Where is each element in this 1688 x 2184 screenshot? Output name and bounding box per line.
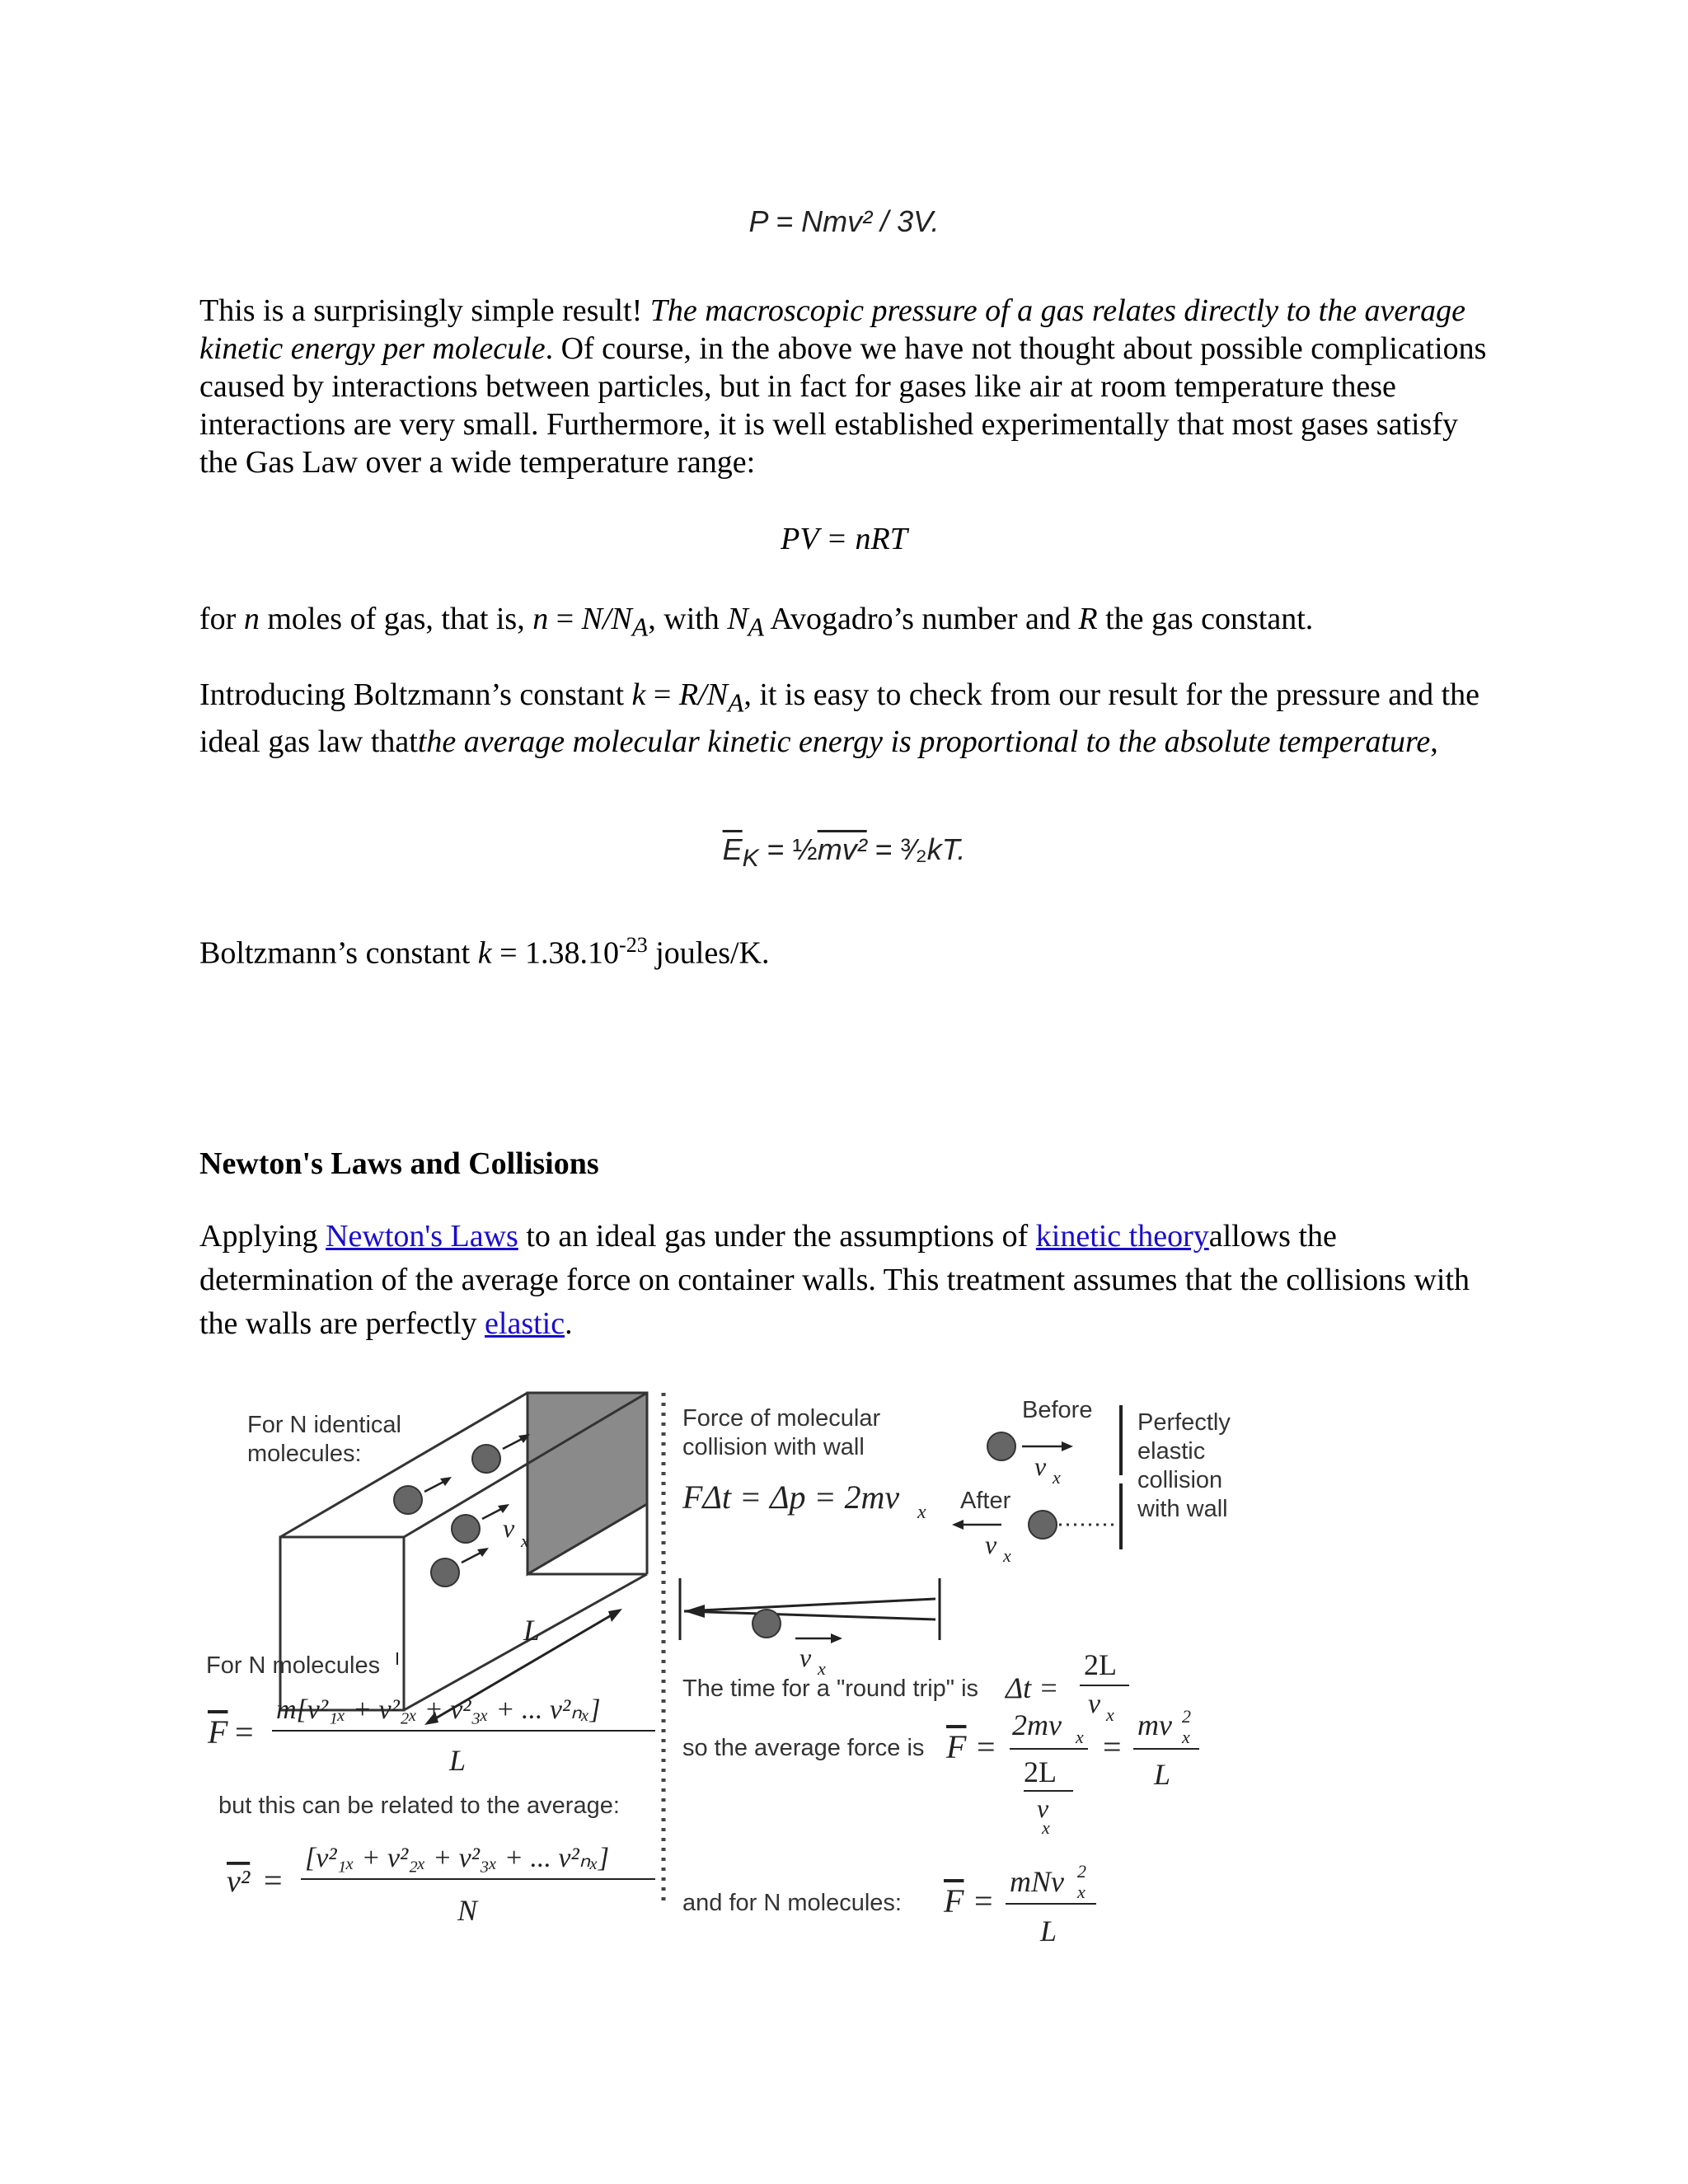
p4-t2: = 1.38.10 <box>491 935 620 971</box>
p3-t3: , it is easy to check from our result for the pressure and the ideal gas law that <box>199 677 1480 759</box>
round-trip-denom-vx-sub: x <box>1106 1704 1114 1725</box>
avg-force-2mvx-sub: x <box>1076 1727 1084 1747</box>
before-label: Before <box>1022 1397 1093 1423</box>
round-trip-molecule <box>753 1610 781 1638</box>
p2-r: R <box>1078 602 1098 636</box>
delta-t: Δt = <box>1006 1671 1059 1704</box>
after-vx-sub: x <box>1003 1545 1011 1566</box>
force-equals-left: = <box>235 1713 254 1750</box>
ek-mv2: mv² <box>817 832 867 866</box>
so-average-force-label: so the average force is <box>682 1735 925 1761</box>
round-trip-label: The time for a "round trip" is <box>682 1675 979 1702</box>
p5-t3: allows the determination of the average force on container walls. This treatment assumes that the collisions with the walls are perfectly <box>199 1219 1470 1341</box>
ek-eq1: = <box>758 832 793 866</box>
avg-force-L: L <box>1154 1758 1171 1791</box>
impulse-equation: FΔt = Δp = 2mv <box>682 1479 900 1516</box>
avg-force-2L: 2L <box>1024 1755 1057 1788</box>
for-n-identical-label: For N identical <box>247 1412 401 1438</box>
p3-t4: , <box>1430 724 1438 759</box>
round-trip-2L: 2L <box>1084 1648 1117 1681</box>
avg-force-2mvx: 2mv <box>1012 1708 1062 1741</box>
gas-law-equation <box>0 521 1688 557</box>
elastic-label-3: collision <box>1137 1467 1223 1493</box>
after-molecule <box>1029 1511 1057 1539</box>
after-vx: v <box>985 1530 997 1559</box>
sum-m-denominator-L: L <box>449 1744 467 1777</box>
kinetic-theory-diagram <box>190 1376 1261 1953</box>
box-L-label: L <box>523 1614 541 1647</box>
ek-threehalf: ³⁄₂ <box>900 832 927 866</box>
n-force-mNvx2: mNv <box>1010 1865 1064 1898</box>
sum-m-numerator: m[v²₁ₓ + v²₂ₓ + v²₃ₓ + ... v²ₙₓ] <box>276 1694 601 1725</box>
paragraph-boltzmann-intro <box>199 676 1502 761</box>
and-for-n-label: and for N molecules: <box>682 1890 902 1916</box>
round-trip-arrow-head <box>684 1605 705 1618</box>
p4-k: k <box>477 935 492 971</box>
p4-exp: -23 <box>619 933 648 957</box>
pressure-equation-text: P = Nmv² / 3V. <box>748 204 940 238</box>
p3-k: k <box>631 677 646 712</box>
para1-start: This is a surprisingly simple result! <box>199 293 650 328</box>
round-trip-denom-vx: v <box>1088 1689 1101 1719</box>
elastic-label-1: Perfectly <box>1137 1409 1231 1436</box>
before-arrow-head <box>1062 1441 1073 1451</box>
p4-t1: Boltzmann’s constant <box>199 935 478 971</box>
avg-vx2-lhs: v² <box>227 1864 251 1899</box>
paragraph-moles <box>199 600 1502 647</box>
p3-sub-a: A <box>727 688 744 718</box>
paragraph-pressure-result <box>199 292 1502 481</box>
box-vx-sub: x <box>521 1530 529 1551</box>
n-force-F: F <box>944 1882 964 1919</box>
p2-t5: Avogadro’s number and <box>764 602 1079 636</box>
n-force-mNvx2-sub: x <box>1077 1882 1085 1902</box>
ek-lhs: $\overline{E}$ <box>722 832 743 866</box>
round-trip-vx-arrow-head <box>831 1633 842 1643</box>
kinetic-theory-link[interactable]: kinetic theory <box>1035 1219 1209 1254</box>
but-related-label: but this can be related to the average: <box>218 1793 620 1819</box>
p5-t1: Applying <box>199 1219 326 1254</box>
p3-t2: = <box>645 677 679 712</box>
avg-force-mvx2: mv <box>1137 1708 1172 1741</box>
p5-t2: to an ideal gas under the assumptions of <box>518 1219 1036 1254</box>
elastic-label-2: elastic <box>1137 1438 1206 1465</box>
gas-law-text: PV = nRT <box>781 522 907 556</box>
ek-kt: kT. <box>926 832 966 866</box>
before-vx-sub: x <box>1053 1467 1061 1488</box>
molecules-in-box <box>394 1434 530 1586</box>
round-trip-vx-sub: x <box>818 1658 826 1679</box>
before-molecule <box>987 1432 1015 1460</box>
paragraph-boltzmann-value <box>199 926 1502 972</box>
avg-force-inner-vx: v <box>1037 1793 1049 1823</box>
force-label-1: Force of molecular <box>682 1405 881 1432</box>
p2-na: N <box>727 602 748 636</box>
for-n-molecules-label: For N molecules <box>206 1652 381 1679</box>
avg-force-F: F <box>946 1728 967 1765</box>
para1-rest: . Of course, in the above we have not thought about possible complications caused by interactions between particles, but in fact for gases like air at room temperature these interactions are very small. Furthermore, it is well established experimentally that most gases satisfy the Gas Law over a wide temperature range: <box>199 331 1487 480</box>
p2-sub-a2: A <box>748 612 765 642</box>
avg-equals: = <box>264 1862 283 1899</box>
section-heading: Newton's Laws and Collisions <box>199 1146 599 1181</box>
kinetic-energy-equation <box>0 832 1688 873</box>
pressure-equation <box>0 204 1688 239</box>
ek-half: ½ <box>792 832 818 866</box>
p2-n2: n <box>532 602 549 636</box>
p2-t3: = <box>548 602 582 636</box>
ek-eq2: = <box>866 832 901 866</box>
n-force-equals: = <box>974 1882 993 1919</box>
avg-force-equals: = <box>977 1728 996 1765</box>
after-label: After <box>960 1488 1011 1514</box>
p2-t2: moles of gas, that is, <box>259 602 533 636</box>
box-vx-label: v <box>503 1513 515 1543</box>
elastic-label-4: with wall <box>1137 1496 1228 1522</box>
elastic-link[interactable]: elastic <box>485 1306 565 1341</box>
round-trip-vx: v <box>799 1643 812 1672</box>
p2-sub-a: A <box>631 612 649 642</box>
round-trip-diagram <box>680 1578 940 1640</box>
after-arrow-head <box>952 1520 964 1530</box>
avg-force-inner-vx-sub: x <box>1042 1817 1050 1838</box>
n-force-mNvx2-sup: 2 <box>1077 1861 1086 1882</box>
p4-t3: joules/K. <box>647 935 770 971</box>
length-arrow-head-b <box>608 1609 622 1622</box>
p3-t1: Introducing Boltzmann’s constant <box>199 677 632 712</box>
p5-t4: . <box>565 1306 573 1341</box>
avg-force-mvx2-sub: x <box>1182 1727 1190 1747</box>
sum-v-numerator: [v²₁ₓ + v²₂ₓ + v²₃ₓ + ... v²ₙₓ] <box>305 1843 610 1873</box>
newtons-laws-link[interactable]: Newton's Laws <box>326 1219 518 1254</box>
molecules-label: molecules: <box>247 1441 362 1467</box>
ek-sub: K <box>742 845 759 873</box>
p2-t1: for <box>199 602 244 636</box>
p2-t6: the gas constant. <box>1097 602 1314 636</box>
p2-n: n <box>243 602 260 636</box>
force-F-left: F <box>208 1713 228 1750</box>
force-label-2: collision with wall <box>682 1434 865 1460</box>
p2-nna: N/N <box>581 602 632 636</box>
p3-rna: R/N <box>678 677 728 712</box>
avg-force-equals-2: = <box>1103 1728 1122 1765</box>
para1-italic: The macroscopic pressure of a gas relates directly to the average kinetic energy per molecule <box>199 293 1465 366</box>
impulse-sub-x: x <box>917 1502 926 1523</box>
avg-force-mvx2-sup: 2 <box>1182 1706 1191 1727</box>
before-vx: v <box>1034 1451 1047 1481</box>
p2-t4: , with <box>648 602 728 636</box>
paragraph-newtons-laws <box>199 1215 1502 1346</box>
sum-v-denominator-N: N <box>457 1894 478 1927</box>
n-force-L: L <box>1040 1915 1057 1947</box>
p3-italic: the average molecular kinetic energy is proportional to the absolute temperature <box>417 724 1431 759</box>
